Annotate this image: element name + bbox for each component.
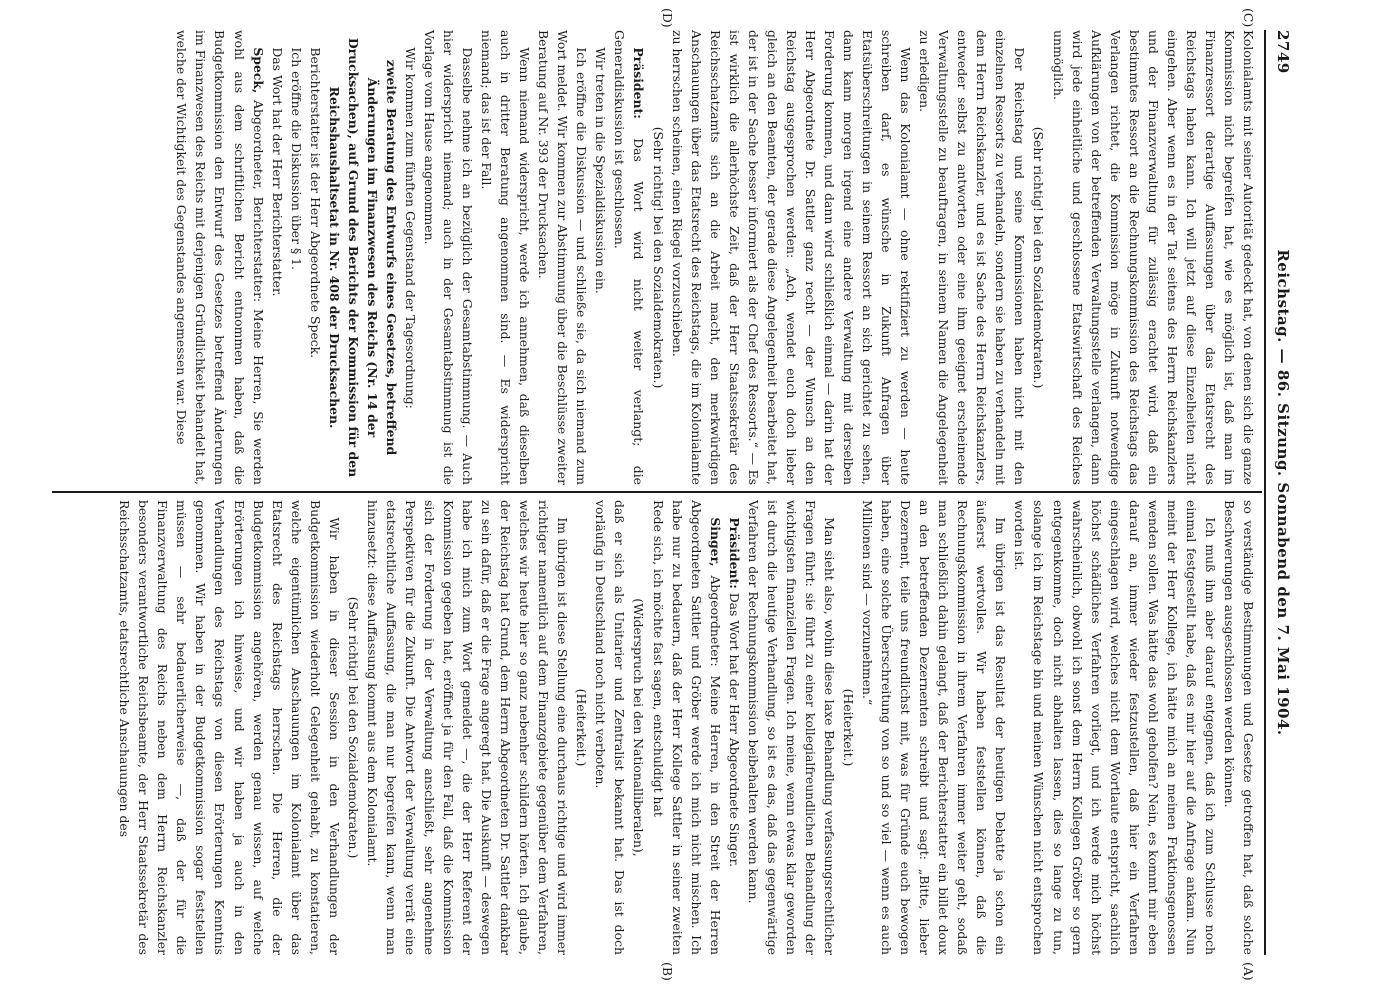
speech-text: Das Wort hat der Herr Abgeordnete Singer. (726, 588, 742, 868)
speaker-name: Singer, (707, 517, 723, 567)
paragraph: Das Wort hat der Herr Berichterstatter. (269, 47, 285, 297)
interjection: (Heiterkeit.) (841, 688, 857, 767)
paragraph: Wir kommen zum fünften Gegenstand der Tagesordnung: (402, 47, 418, 409)
text-column-right (53, 500, 1258, 955)
page-number: 2749 (1274, 30, 1292, 74)
margin-marker-d: (B) (660, 962, 675, 981)
header-rule (1264, 30, 1266, 955)
interjection: (Heiterkeit.) (574, 688, 590, 767)
column-divider (52, 491, 1262, 493)
speech-paragraph (649, 500, 725, 955)
paragraph: Im übrigen ist das Resultat der heutigen Debatte ja schon ein äußerst wertvolles. Wir haben feststellen können, daß die Rechnungskommission in ihrem Verfahren immer weiter geht, sodaß man schließlich dahin gelangt, daß der Berichterstatter ein billet doux an den betreffenden Dezernenten schreibt und sagt: „Bitte, lieber Dezernent, teile uns freundlichst mit, was für Gründe euch bewogen haben, eine solche Überschreitung von so und so viel — wenn es auch Millionen sind — vorzunehmen.“ (860, 500, 1009, 955)
paragraph: so verständige Bestimmungen und Gesetze getroffen hat, daß solche Beschwerungen ausgeschlossen werden können. (1221, 500, 1256, 955)
speaker-name: Präsident: (631, 47, 647, 119)
paragraph: Wenn das Kolonialamt — ohne rektifiziert zu werden — heute schreiben darf, es wünsche in Zukunft Anfragen über Etatsüberschreitungen in seinem Ressort an sich gerichtet zu sehen, dann kann morgen irgend eine andere Verwaltung mit derselben Forderung kommen, und dann wird schließlich einmal — darin hat der Herr Abgeordnete Dr. Sattler ganz recht — der Wunsch an den Reichstag ausgesprochen werden: „Ach, wendet euch doch lieber gleich an den Beamten, der gerade diese Angelegenheit bearbeitet hat, der ist in der Sache besser informiert als der Chef des Ressorts.“ — Es ist wirklich die allerhöchste Zeit, daß der Herr Staatssekretär des Reichsschatzamts sich an die Arbeit macht, den merkwürdigen Anschauungen über das Etatsrecht des Reichstags, die im Kolonialamte zu herrschen scheinen, einen Riegel vorzuschieben. (669, 30, 914, 485)
paragraph: Ich eröffne die Diskussion über § 1. (288, 47, 304, 270)
margin-marker-a: (C) (1241, 8, 1256, 28)
speaker-name: Präsident: (726, 517, 742, 589)
paragraph: Berichterstatter ist der Herr Abgeordnete Speck. (307, 47, 323, 359)
paragraph: Im übrigen ist diese Stellung eine durchaus richtige und wird immer richtiger namentlich auf dem Finanzgebiete gegenüber dem Verfahren, welches wir heute hier so ganz nebenher schildern hörten. Ich glaube, der Reichstag hat Grund, dem Herrn Abgeordneten Dr. Sattler dankbar zu sein dafür, daß er die Frage angeregt hat. Die Auskunft — deswegen habe ich mich zum Wort gemeldet —, die der Herr Referent der Kommission gegeben hat, eröffnet ja für den Fall, daß die Kommission sich der Forderung in der Verwaltung anschließt, sehr angenehme Perspektiven für die Zukunft. Die Antwort der Verwaltung verrät eine etatsrechtliche Auffassung, die man nur begreifen kann, wenn man hinzusetzt: diese Auffassung kommt aus dem Kolonialamt. (364, 500, 571, 955)
margin-marker-b: (D) (660, 8, 675, 28)
paragraph: Ich muß ihm aber darauf entgegnen, daß ich zum Schlusse noch einmal festgestellt habe, daß es mir hier auf die Anfrage ankam. Nun meint der Herr Kollege, ich hätte mich an meinen Fraktionsgenossen wenden sollen. Was hätte das wohl geholfen? Nein, es kommt mir eben darauf an, immer wieder festzustellen, daß hier ein Verfahren eingeschlagen wird, welches nicht dem Wortlaute entspricht, sachlich höchst schädliches Verfahren vorliegt, und ich werde mich höchst wahrscheinlich, obwohl ich sonst dem Herrn Kollegen Gröber so gern entgegenkomme, doch nicht abhalten lassen, dies so lange zu tun, solange ich im Reichstage bin und meinen Wünschen nicht entsprochen worden ist. (1012, 500, 1218, 955)
interjection: (Widerspruch bei den Nationalliberalen), (631, 598, 647, 857)
paragraph: daß er sich als Unitarier und Zentralist bekannt hat. Das ist doch vorläufig in Deutschland noch nicht verboten. (593, 500, 628, 955)
speaker-name: Speck, (250, 47, 266, 94)
interjection: (Sehr richtig! bei den Sozialdemokraten.) (345, 596, 361, 859)
text-column-left (53, 30, 1258, 485)
speech-text: Abgeordneter, Berichterstatter: Meine Herren, Sie werden wohl aus dem schriftlichen Bericht entnommen haben, daß die Budgetkommission den Entwurf des Gesetzes betreffend Änderungen im Finanzwesen des Reichs mit derjenigen Gründlichkeit behandelt hat, welche der Wichtigkeit des Gegenstandes angemessen war. Diese (174, 30, 266, 485)
paragraph: Wir treten in die Spezialdiskussion ein. (593, 47, 609, 294)
page-header (1266, 30, 1292, 955)
paragraph: Dasselbe nehme ich an bezüglich der Gesamtabstimmung. — Auch hier widerspricht niemand; auch in der Gesamtabstimmung ist die Vorlage vom Hause angenommen. (421, 30, 476, 485)
paragraph: Kolonialamts mit seiner Autorität gedeckt hat, von denen sich die ganze Kommission nicht begreifen hat, wie es möglich ist, daß man im Finanzressort derartige Auffassungen über das Etatsrecht des Reichstags haben kann. Ich will jetzt auf diese Einzelheiten nicht eingehen. Aber wenn es in der Tat seitens des Herrn Reichskanzlers und der Finanzverwaltung für zulässig erachtet wird, daß ein bestimmtes Ressort an die Rechnungskommission des Reichstags das Verlangen richtet, die Kommission möge in Zukunft notwendige Aufklärungen von der betreffenden Verwaltungsstelle verlangen, dann wird jede einheitliche und geschlossene Etatswirtschaft des Reiches unmöglich. (1050, 30, 1256, 485)
agenda-item: zweite Beratung des Entwurfs eines Gesetzes, betreffend Änderungen im Finanzwesen des Reichs (Nr. 14 der Drucksachen), auf Grund des Berichts der Kommission für den Reichshaushaltsetat in Nr. 408 der Drucksachen. (326, 37, 399, 478)
speech-paragraph (725, 500, 744, 955)
interjection: (Sehr richtig! bei den Sozialdemokraten.) (1031, 126, 1047, 389)
paragraph: Wir haben in dieser Session in den Verhandlungen der Budgetkommission wiederholt Gelegenheit gehabt, zu konstatieren, welche eigentümlichen Anschauungen im Kolonialamt über das Etatsrecht des Reichstags herrschen. Die Herren, die der Budgetkommission angehören, werden genau wissen, auf welche Erörterungen ich hinweise, und wir haben ja auch in den Verhandlungen des Reichstags von diesen Erörterungen Kenntnis genommen. Wir haben in der Budgetkommission sogar feststellen müssen — sehr bedauerlicherweise —, daß der für die Finanzverwaltung des Reichs neben dem Herrn Reichskanzler besonders verantwortliche Reichsbeamte, der Herr Staatssekretär des Reichsschatzamts, etatsrechtliche Anschauungen des (117, 500, 342, 955)
interjection: (Sehr richtig! bei den Sozialdemokraten.) (650, 126, 666, 389)
margin-marker-c: (A) (1241, 962, 1256, 981)
paragraph: Ich eröffne die Diskussion — und schließe sie, da sich niemand zum Wort meldet. Wir kommen zur Abstimmung über die Beschlüsse zweiter Beratung auf Nr. 393 der Drucksachen. (536, 30, 590, 485)
paragraph: Wenn niemand widerspricht, werde ich annehmen, daß dieselben auch in dritter Beratung angenommen sind. — Es widerspricht niemand; das ist der Fall. (479, 30, 533, 485)
paragraph: Der Reichstag und seine Kommissionen haben nicht mit den einzelnen Ressorts zu verhandeln, sondern sie haben zu verhandeln mit dem Herrn Reichskanzler, und es ist Sache des Herrn Reichskanzlers, entweder selbst zu antworten oder eine ihm geeignet erscheinende Verwaltungsstelle zu beauftragen, in seinem Namen die Angelegenheit zu erledigen. (917, 30, 1028, 485)
speech-paragraph (172, 30, 267, 485)
speech-text: Das Wort wird nicht weiter verlangt; die Generaldiskussion ist geschlossen. (612, 30, 647, 485)
speech-text: Abgeordneter: Meine Herren, in den Streit der Herren Abgeordneten Sattler und Gröber werde ich mich nicht mischen. Ich habe nur zu bedauern, daß der Herr Kollege Sattler in seiner zweiten Rede sich, ich möchte fast sagen, entschuldigt hat (650, 500, 723, 955)
paragraph: Man sieht also, wohin diese laxe Behandlung verfassungsrechtlicher Fragen führt: sie führt zu einer kollegialfreundlichen Behandlung der wichtigsten finanziellen Fragen. Ich meine, wenn etwas klar geworden ist durch die heutige Verhandlung, so ist es das, daß das gegenwärtige Verfahren der Rechnungskommission beibehalten werden kann. (745, 500, 837, 955)
speech-paragraph (610, 30, 648, 485)
running-title: Reichstag. — 86. Sitzung. Sonnabend den 7. Mai 1904. (1274, 249, 1292, 736)
